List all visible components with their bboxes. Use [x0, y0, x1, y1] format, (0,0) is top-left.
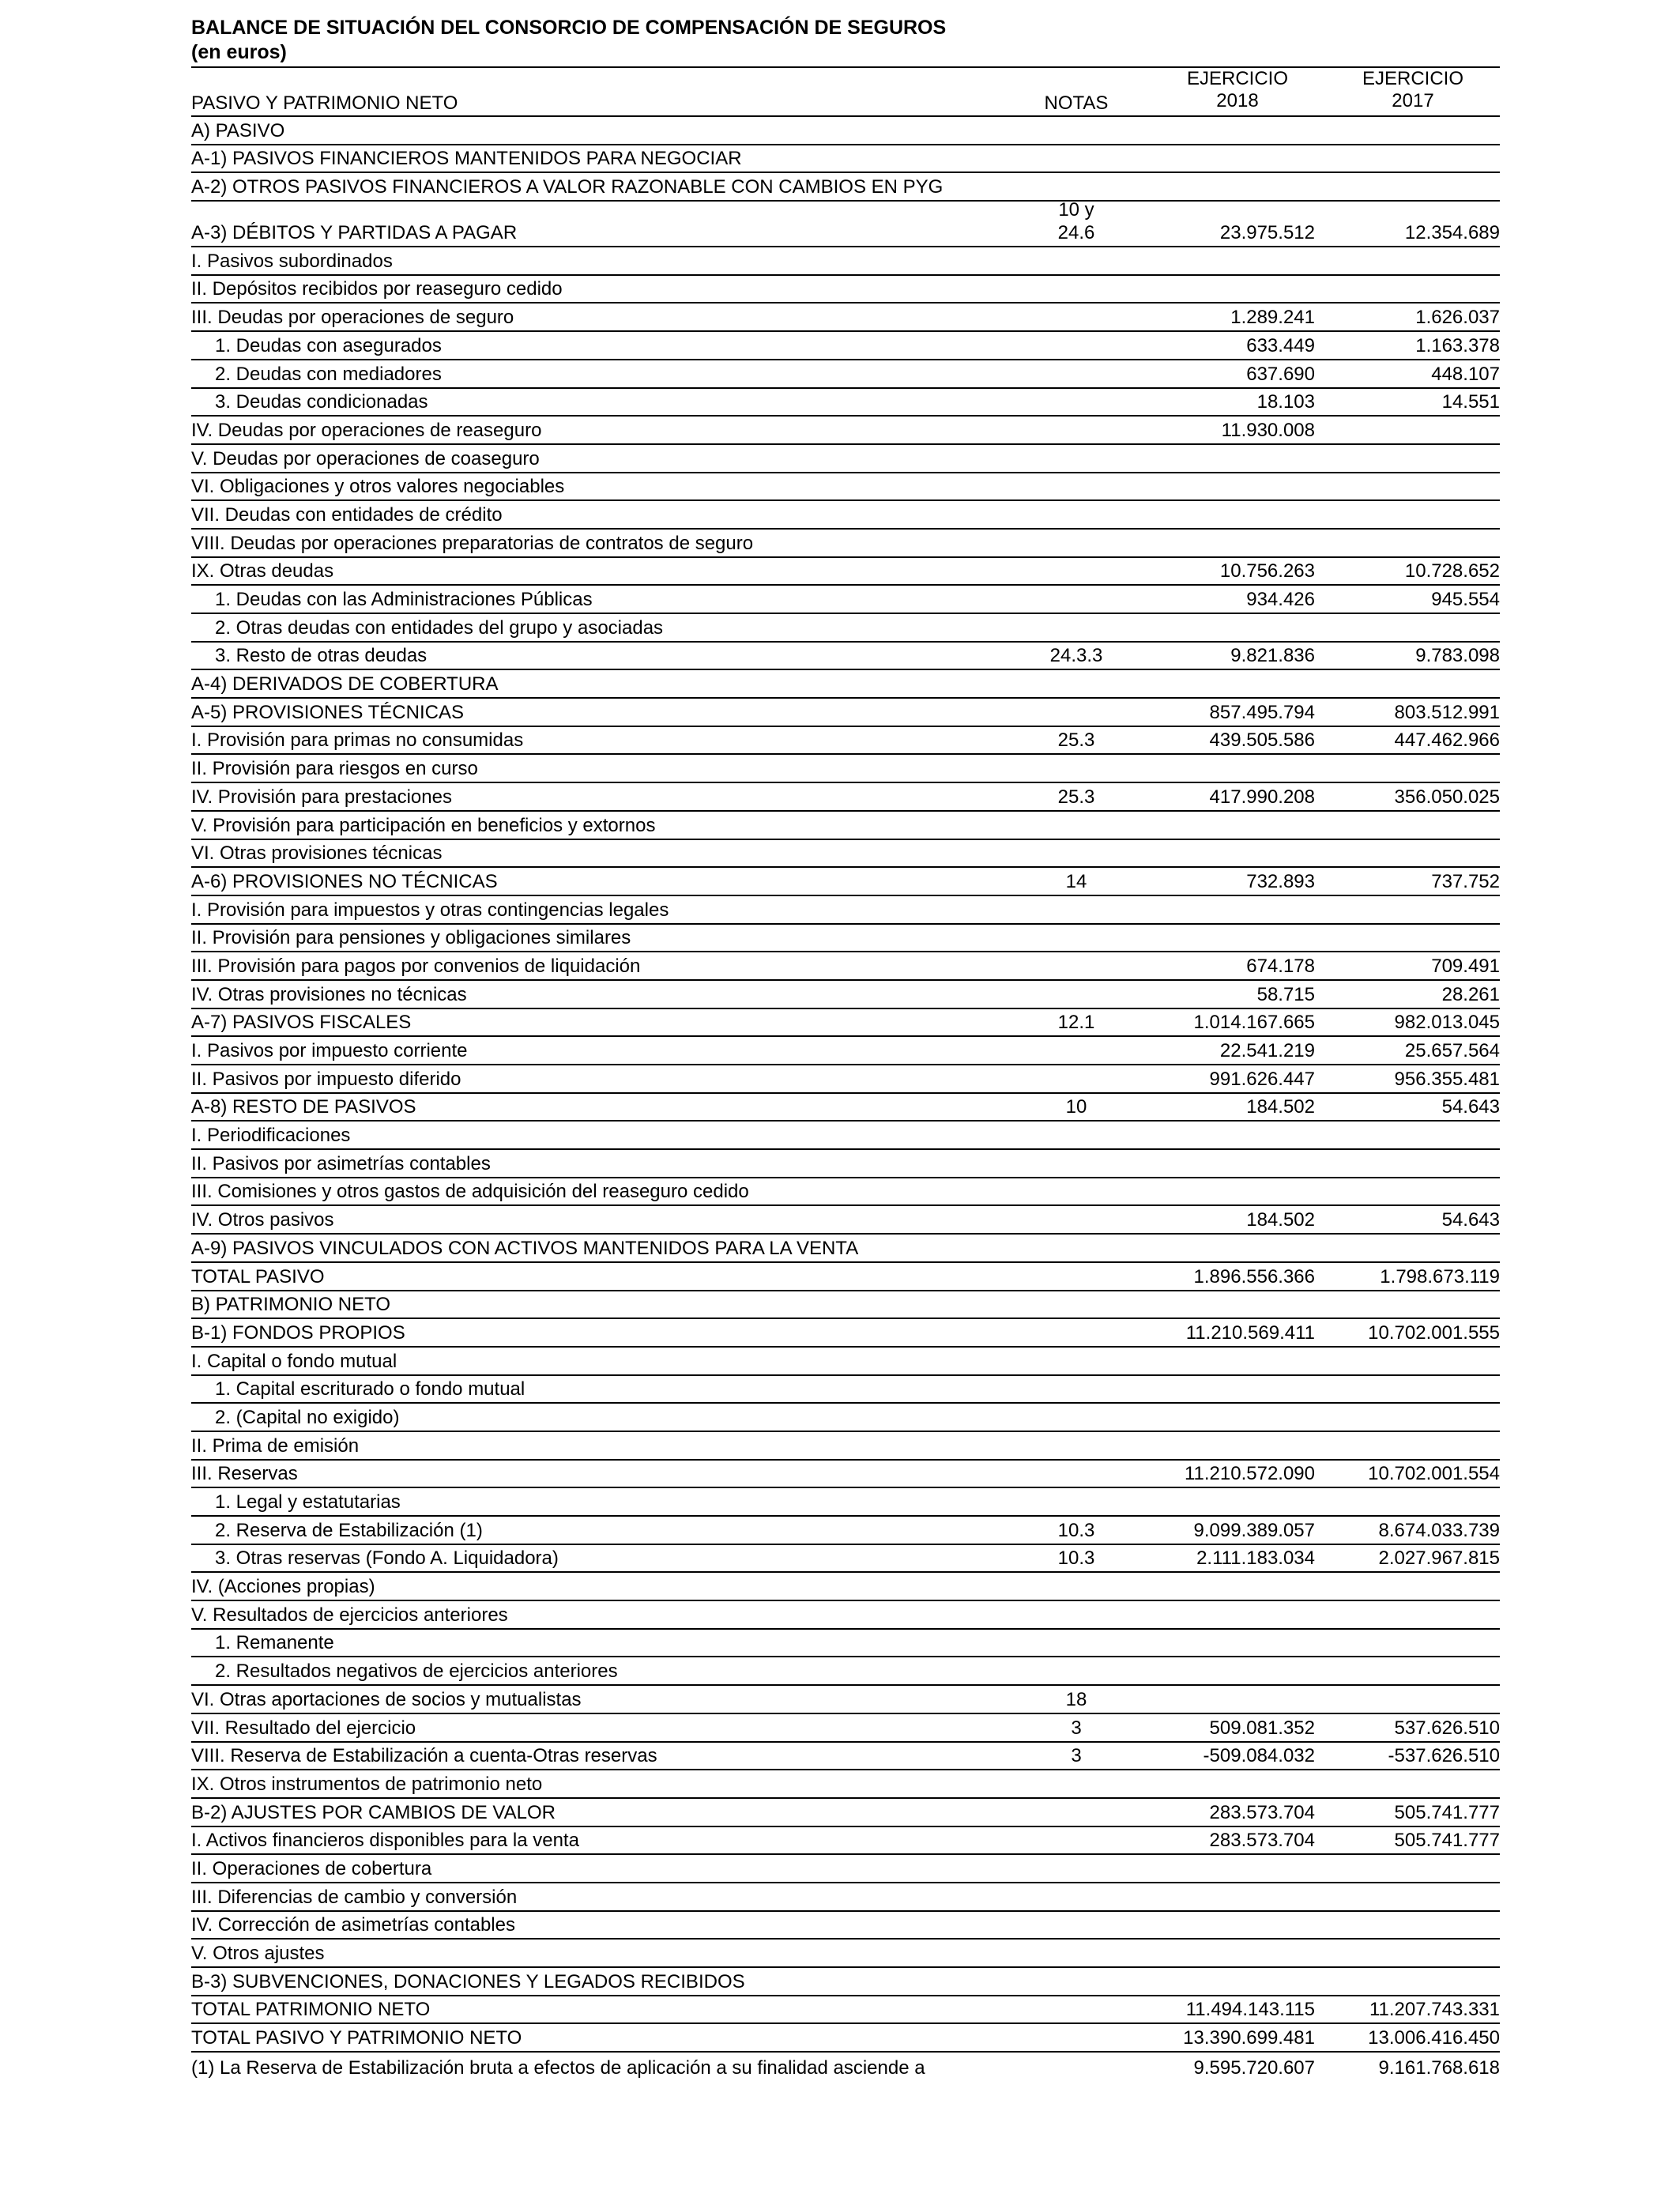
row-label: V. Resultados de ejercicios anteriores: [191, 1604, 508, 1626]
row-label: 2. Reserva de Estabilización (1): [215, 1519, 483, 1541]
header-year-2017: [1334, 68, 1492, 112]
row-label: I. Activos financieros disponibles para la venta: [191, 1830, 579, 1852]
row-label: II. Depósitos recibidos por reaseguro cedido: [191, 278, 563, 300]
table-row: [191, 699, 1500, 727]
row-notes: 12.1: [1057, 1012, 1095, 1034]
row-label: IV. Deudas por operaciones de reaseguro: [191, 419, 542, 441]
row-value-2018: 1.289.241: [1230, 307, 1315, 329]
table-row: [191, 1037, 1500, 1065]
table-row: [191, 1122, 1500, 1150]
row-value-2017: 447.462.966: [1394, 729, 1500, 752]
row-value-2017: 8.674.033.739: [1378, 1519, 1500, 1541]
row-value-2017: 54.643: [1441, 1209, 1500, 1231]
table-row: [191, 1376, 1500, 1404]
table-row: [191, 1065, 1500, 1094]
row-value-2018: 283.573.704: [1209, 1801, 1315, 1823]
table-row: [191, 1630, 1500, 1658]
row-value-2018: 23.975.512: [1219, 222, 1315, 244]
row-value-2017: 537.626.510: [1394, 1717, 1500, 1739]
row-label: 2. Deudas con mediadores: [215, 363, 442, 385]
table-row: [191, 1827, 1500, 1856]
table-row: [191, 199, 1500, 247]
row-value-2018: 1.896.556.366: [1193, 1265, 1315, 1287]
table-row: [191, 896, 1500, 925]
row-value-2018: 11.494.143.115: [1185, 1999, 1315, 2021]
row-label: B-3) SUBVENCIONES, DONACIONES Y LEGADOS RECIBIDOS: [191, 1970, 745, 1992]
row-notes: 10 y 24.6: [1057, 199, 1095, 244]
row-value-2018: 417.990.208: [1209, 786, 1315, 808]
row-label: TOTAL PASIVO: [191, 1265, 325, 1287]
row-label: III. Deudas por operaciones de seguro: [191, 307, 514, 329]
row-label: II. Pasivos por asimetrías contables: [191, 1152, 491, 1174]
row-label: A-9) PASIVOS VINCULADOS CON ACTIVOS MANTENIDOS PARA LA VENTA: [191, 1237, 859, 1259]
table-row: [191, 755, 1500, 783]
row-label: A-3) DÉBITOS Y PARTIDAS A PAGAR: [191, 222, 518, 244]
row-label: IV. Otros pasivos: [191, 1209, 334, 1231]
row-notes: 24.3.3: [1049, 645, 1103, 667]
table-row: [191, 783, 1500, 812]
row-label: VII. Resultado del ejercicio: [191, 1717, 416, 1739]
row-label: A-6) PROVISIONES NO TÉCNICAS: [191, 870, 498, 892]
row-label: 1. Deudas con las Administraciones Públicas: [215, 589, 593, 610]
table-row: [191, 1009, 1500, 1038]
header-ejercicio-label: EJERCICIO: [1186, 68, 1288, 89]
row-label: II. Prima de emisión: [191, 1434, 360, 1457]
table-row: [191, 1291, 1500, 1320]
table-row: [191, 2024, 1500, 2053]
table-row: [191, 1770, 1500, 1799]
row-value-2018: 439.505.586: [1209, 729, 1315, 752]
row-label: TOTAL PATRIMONIO NETO: [191, 1999, 431, 2021]
table-row: [191, 1150, 1500, 1178]
row-label: A-4) DERIVADOS DE COBERTURA: [191, 673, 499, 696]
table-row: [191, 1968, 1500, 1996]
row-value-2018: 9.099.389.057: [1193, 1519, 1315, 1541]
table-row: [191, 117, 1500, 145]
row-label: IX. Otras deudas: [191, 560, 334, 582]
document-title: BALANCE DE SITUACIÓN DEL CONSORCIO DE COMPENSACIÓN DE SEGUROS: [191, 17, 947, 39]
row-label: 3. Otras reservas (Fondo A. Liquidadora): [215, 1547, 559, 1570]
row-value-2018: 509.081.352: [1209, 1717, 1315, 1739]
row-label: VIII. Reserva de Estabilización a cuenta-Otras reservas: [191, 1745, 657, 1767]
row-label: VIII. Deudas por operaciones preparatorias de contratos de seguro: [191, 532, 754, 554]
table-row: [191, 1799, 1500, 1827]
row-value-2017: 803.512.991: [1394, 701, 1500, 723]
table-row: [191, 389, 1500, 417]
row-value-2017: 10.702.001.554: [1368, 1463, 1500, 1485]
header-ejercicio-label: EJERCICIO: [1362, 68, 1463, 89]
row-value-2018: 674.178: [1246, 955, 1315, 977]
row-value-2017: 11.207.743.331: [1369, 1999, 1500, 2021]
row-notes: 10.3: [1057, 1547, 1095, 1570]
row-value-2018: -509.084.032: [1203, 1745, 1315, 1767]
table-row: [191, 332, 1500, 360]
table-row: [191, 145, 1500, 174]
row-label: 1. Legal y estatutarias: [215, 1491, 401, 1513]
row-label: VI. Otras aportaciones de socios y mutualistas: [191, 1688, 582, 1710]
table-row: [191, 1855, 1500, 1883]
row-notes: 25.3: [1057, 729, 1095, 752]
table-row: [191, 1094, 1500, 1122]
row-label: A-7) PASIVOS FISCALES: [191, 1012, 412, 1034]
table-row: [191, 812, 1500, 840]
row-label: I. Pasivos subordinados: [191, 250, 393, 272]
row-value-2017: 14.551: [1441, 391, 1500, 413]
row-value-2017: 448.107: [1431, 363, 1500, 385]
row-label: (1) La Reserva de Estabilización bruta a efectos de aplicación a su finalidad asciende a: [191, 2056, 925, 2079]
row-label: IV. Otras provisiones no técnicas: [191, 983, 467, 1005]
row-label: 3. Deudas condicionadas: [215, 391, 428, 413]
row-value-2018: 633.449: [1246, 334, 1315, 356]
row-value-2018: 18.103: [1256, 391, 1315, 413]
row-label: I. Pasivos por impuesto corriente: [191, 1040, 468, 1061]
row-value-2018: 857.495.794: [1209, 701, 1315, 723]
row-label: IV. Provisión para prestaciones: [191, 786, 452, 808]
table-row: [191, 501, 1500, 530]
row-notes: 3: [1071, 1717, 1082, 1739]
row-label: 3. Resto de otras deudas: [215, 645, 428, 667]
table-row: [191, 1404, 1500, 1432]
row-label: V. Provisión para participación en beneficios y extornos: [191, 814, 656, 836]
row-label: II. Provisión para riesgos en curso: [191, 758, 478, 780]
table-row: [191, 303, 1500, 332]
table-row: [191, 417, 1500, 445]
table-row: [191, 1488, 1500, 1517]
row-label: III. Reservas: [191, 1463, 298, 1485]
table-row: [191, 614, 1500, 643]
table-row: [191, 1714, 1500, 1743]
table-row: [191, 1912, 1500, 1940]
row-label: III. Diferencias de cambio y conversión: [191, 1886, 518, 1908]
row-value-2017: 10.702.001.555: [1368, 1321, 1500, 1344]
row-label: III. Comisiones y otros gastos de adquisición del reaseguro cedido: [191, 1181, 749, 1203]
table-row: [191, 1517, 1500, 1545]
row-label: A) PASIVO: [191, 119, 285, 141]
row-value-2018: 991.626.447: [1209, 1068, 1315, 1090]
row-label: A-5) PROVISIONES TÉCNICAS: [191, 701, 464, 723]
table-row: [191, 473, 1500, 502]
header-notas: NOTAS: [1044, 92, 1109, 114]
table-row: [191, 586, 1500, 614]
row-label: 2. Otras deudas con entidades del grupo y asociadas: [215, 616, 664, 639]
table-row: [191, 1432, 1500, 1461]
row-value-2017: 982.013.045: [1394, 1012, 1500, 1034]
header-year-2018: [1158, 68, 1317, 112]
row-label: II. Provisión para pensiones y obligaciones similares: [191, 927, 631, 949]
table-row: [191, 1319, 1500, 1348]
table-row: [191, 1883, 1500, 1912]
row-value-2017: -537.626.510: [1388, 1745, 1500, 1767]
row-value-2018: 2.111.183.034: [1196, 1547, 1315, 1570]
table-row: [191, 670, 1500, 699]
row-label: I. Provisión para impuestos y otras contingencias legales: [191, 899, 669, 921]
row-value-2018: 934.426: [1246, 589, 1315, 610]
row-label: B-2) AJUSTES POR CAMBIOS DE VALOR: [191, 1801, 556, 1823]
row-label: IV. Corrección de asimetrías contables: [191, 1914, 515, 1936]
row-value-2017: 1.626.037: [1415, 307, 1500, 329]
row-value-2017: 2.027.967.815: [1378, 1547, 1500, 1570]
table-row: [191, 530, 1500, 558]
row-value-2017: 709.491: [1431, 955, 1500, 977]
table-row: [191, 643, 1500, 671]
row-value-2018: 9.595.720.607: [1193, 2056, 1315, 2079]
row-label: A-2) OTROS PASIVOS FINANCIEROS A VALOR RAZONABLE CON CAMBIOS EN PYG: [191, 176, 944, 198]
row-label: A-1) PASIVOS FINANCIEROS MANTENIDOS PARA NEGOCIAR: [191, 148, 742, 170]
row-label: 2. Resultados negativos de ejercicios anteriores: [215, 1661, 618, 1683]
row-value-2018: 11.930.008: [1221, 419, 1315, 441]
row-label: B) PATRIMONIO NETO: [191, 1294, 391, 1316]
table-row: [191, 173, 1500, 202]
table-row: [191, 276, 1500, 304]
document-subtitle: (en euros): [191, 41, 287, 63]
table-row: [191, 1573, 1500, 1601]
row-value-2017: 12.354.689: [1404, 222, 1500, 244]
row-label: VI. Otras provisiones técnicas: [191, 843, 443, 865]
row-value-2018: 58.715: [1256, 983, 1315, 1005]
row-label: I. Provisión para primas no consumidas: [191, 729, 524, 752]
table-row: [191, 727, 1500, 756]
table-row: [191, 558, 1500, 586]
row-notes: 14: [1065, 870, 1087, 892]
header-year-label: 2018: [1216, 90, 1259, 111]
row-label: A-8) RESTO DE PASIVOS: [191, 1096, 416, 1118]
table-row: [191, 1461, 1500, 1489]
row-value-2017: 737.752: [1431, 870, 1500, 892]
row-value-2018: 637.690: [1246, 363, 1315, 385]
row-value-2017: 1.798.673.119: [1380, 1265, 1500, 1287]
row-label: IV. (Acciones propias): [191, 1576, 375, 1598]
row-value-2018: 13.390.699.481: [1183, 2027, 1315, 2049]
table-row: [191, 1348, 1500, 1376]
row-value-2018: 9.821.836: [1230, 645, 1315, 667]
row-value-2017: 505.741.777: [1394, 1801, 1500, 1823]
row-value-2018: 11.210.572.090: [1184, 1463, 1315, 1485]
row-label: VII. Deudas con entidades de crédito: [191, 503, 503, 526]
table-row: [191, 1178, 1500, 1207]
row-value-2017: 1.163.378: [1415, 334, 1500, 356]
row-label: I. Periodificaciones: [191, 1125, 351, 1147]
row-value-2017: 25.657.564: [1404, 1040, 1500, 1061]
header-year-label: 2017: [1392, 90, 1434, 111]
row-notes: 10: [1065, 1096, 1087, 1118]
table-row: [191, 1601, 1500, 1630]
row-notes: 18: [1065, 1688, 1087, 1710]
table-row: [191, 2053, 1500, 2081]
table-row: [191, 1545, 1500, 1574]
row-label: 2. (Capital no exigido): [215, 1406, 400, 1428]
row-value-2017: 9.161.768.618: [1378, 2056, 1500, 2079]
row-label: 1. Deudas con asegurados: [215, 334, 442, 356]
row-value-2017: 356.050.025: [1394, 786, 1500, 808]
row-value-2017: 945.554: [1431, 589, 1500, 610]
row-label: IX. Otros instrumentos de patrimonio neto: [191, 1773, 543, 1795]
row-value-2017: 10.728.652: [1404, 560, 1500, 582]
table-row: [191, 1686, 1500, 1714]
table-row: [191, 360, 1500, 389]
row-value-2017: 13.006.416.450: [1368, 2027, 1500, 2049]
row-value-2018: 184.502: [1246, 1209, 1315, 1231]
table-row: [191, 1263, 1500, 1291]
table-row: [191, 925, 1500, 953]
table-row: [191, 1206, 1500, 1235]
row-value-2017: 28.261: [1441, 983, 1500, 1005]
table-row: [191, 1996, 1500, 2025]
row-label: V. Otros ajustes: [191, 1943, 325, 1964]
row-label: 1. Capital escriturado o fondo mutual: [215, 1378, 525, 1400]
table-row: [191, 247, 1500, 276]
row-value-2017: 505.741.777: [1394, 1830, 1500, 1852]
table-row: [191, 981, 1500, 1009]
row-label: 1. Remanente: [215, 1632, 334, 1654]
row-value-2018: 22.541.219: [1219, 1040, 1315, 1061]
row-value-2018: 732.893: [1246, 870, 1315, 892]
table-row: [191, 952, 1500, 981]
balance-sheet-document: [191, 16, 1500, 2081]
row-label: II. Pasivos por impuesto diferido: [191, 1068, 461, 1090]
row-label: B-1) FONDOS PROPIOS: [191, 1321, 405, 1344]
header-label: PASIVO Y PATRIMONIO NETO: [191, 92, 458, 114]
row-value-2018: 10.756.263: [1219, 560, 1315, 582]
table-row: [191, 1743, 1500, 1771]
table-header: [191, 66, 1500, 117]
row-label: VI. Obligaciones y otros valores negociables: [191, 476, 565, 498]
row-notes: 25.3: [1057, 786, 1095, 808]
row-value-2017: 9.783.098: [1415, 645, 1500, 667]
row-value-2018: 1.014.167.665: [1193, 1012, 1315, 1034]
row-label: I. Capital o fondo mutual: [191, 1350, 397, 1372]
table-row: [191, 1657, 1500, 1686]
row-label: III. Provisión para pagos por convenios de liquidación: [191, 955, 641, 977]
row-label: V. Deudas por operaciones de coaseguro: [191, 447, 540, 469]
table-row: [191, 1940, 1500, 1968]
row-notes: 10.3: [1057, 1519, 1095, 1541]
table-row: [191, 840, 1500, 869]
table-body: [191, 117, 1500, 2081]
table-row: [191, 445, 1500, 473]
table-row: [191, 868, 1500, 896]
row-value-2018: 283.573.704: [1209, 1830, 1315, 1852]
row-label: TOTAL PASIVO Y PATRIMONIO NETO: [191, 2027, 522, 2049]
row-value-2018: 184.502: [1246, 1096, 1315, 1118]
row-label: II. Operaciones de cobertura: [191, 1857, 432, 1879]
table-row: [191, 1235, 1500, 1263]
row-notes: 3: [1071, 1745, 1082, 1767]
row-value-2017: 956.355.481: [1394, 1068, 1500, 1090]
row-value-2017: 54.643: [1441, 1096, 1500, 1118]
row-value-2018: 11.210.569.411: [1185, 1321, 1315, 1344]
